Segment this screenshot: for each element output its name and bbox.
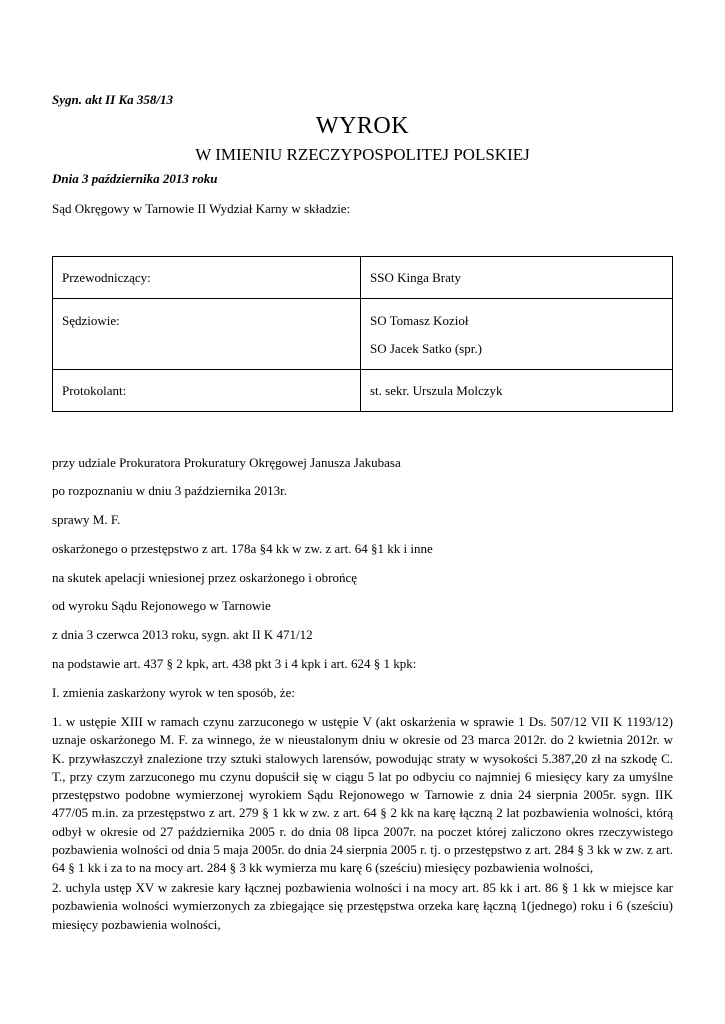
presiding-label: Przewodniczący: <box>62 270 151 285</box>
legal-basis-line: na podstawie art. 437 § 2 kpk, art. 438 pkt 3 i 4 kpk i art. 624 § 1 kpk: <box>52 656 417 671</box>
court-composition: Sąd Okręgowy w Tarnowie II Wydział Karny w składzie: <box>52 201 351 216</box>
case-number: Sygn. akt II Ka 358/13 <box>52 92 173 107</box>
judgment-date: Dnia 3 października 2013 roku <box>52 171 218 186</box>
appeal-line: na skutek apelacji wniesionej przez oskarżonego i obrońcę <box>52 570 358 585</box>
ruling-point-1: 1. w ustępie XIII w ramach czynu zarzuconego w ustępie V (akt oskarżenia w sprawie 1 Ds. 507/12 VII K 1193/12) uznaje oskarżonego M. F. za winnego, że w nieustalonym dniu w okresie od 23 marca 2012r. do 2 kwietnia 2012r. w K. przywłaszczył znalezione trzy sztuki stalowych larensów, powodując straty w wysokości 5.387,20 zł na szkodę C. T., przy czym zarzuconego mu czynu dopuścił się w ciągu 5 lat po odbyciu co najmniej 6 miesięcy kary za umyślne przestępstwo podobne wymierzonej wyrokiem Sądu Rejonowego w Tarnowie z dnia 24 sierpnia 2005r. sygn. IIK 477/05 m.in. za przestępstwo z art. 279 § 1 kk w zw. z art. 64 § 2 kk na karę łączną 2 lat pozbawienia wolności, którą odbył w okresie od 27 października 2005 r. do dnia 08 lipca 2007r. na poczet której zaliczono okres rzeczywistego pozbawienia wolności od dnia 5 maja 2005r. do dnia 24 sierpnia 2005 r. tj. o przestępstwo z art. 284 § 3 kk w zw. z art. 64 § 1 kk i za to na mocy art. 284 § 3 kk wymierza mu karę 6 (sześciu) miesięcy pozbawienia wolności, <box>52 714 673 876</box>
prosecutor-line: przy udziale Prokuratora Prokuratury Okręgowej Janusza Jakubasa <box>52 455 401 470</box>
document-subtitle: W IMIENIU RZECZYPOSPOLITEJ POLSKIEJ <box>195 145 530 164</box>
presiding-name: SSO Kinga Braty <box>370 270 461 285</box>
hearing-date-line: po rozpoznaniu w dniu 3 października 2013r. <box>52 483 288 498</box>
lower-court-line: od wyroku Sądu Rejonowego w Tarnowie <box>52 598 271 613</box>
ruling-heading: I. zmienia zaskarżony wyrok w ten sposób, że: <box>52 685 295 700</box>
document-title: WYROK <box>315 113 410 139</box>
judge-name: SO Tomasz Kozioł <box>370 313 469 328</box>
bench-table <box>52 256 673 412</box>
charge-line: oskarżonego o przestępstwo z art. 178a §4 kk w zw. z art. 64 §1 kk i inne <box>52 541 433 556</box>
ruling-point-2: 2. uchyla ustęp XV w zakresie kary łącznej pozbawienia wolności i na mocy art. 85 kk i art. 86 § 1 kk w miejsce kar pozbawienia wolności wymierzonych za zbiegające się przestępstwa orzeka karę łączną 1(jednego) roku i 6 (sześciu) miesięcy pozbawienia wolności, <box>52 880 673 932</box>
clerk-name: st. sekr. Urszula Molczyk <box>370 383 503 398</box>
table-row <box>53 257 673 299</box>
judges-label: Sędziowie: <box>62 313 120 328</box>
case-subject-line: sprawy M. F. <box>52 512 121 527</box>
lower-judgment-line: z dnia 3 czerwca 2013 roku, sygn. akt II K 471/12 <box>52 627 313 642</box>
clerk-label: Protokolant: <box>62 383 127 398</box>
judge-name: SO Jacek Satko (spr.) <box>370 341 482 356</box>
table-row <box>53 299 673 370</box>
table-row <box>53 370 673 412</box>
